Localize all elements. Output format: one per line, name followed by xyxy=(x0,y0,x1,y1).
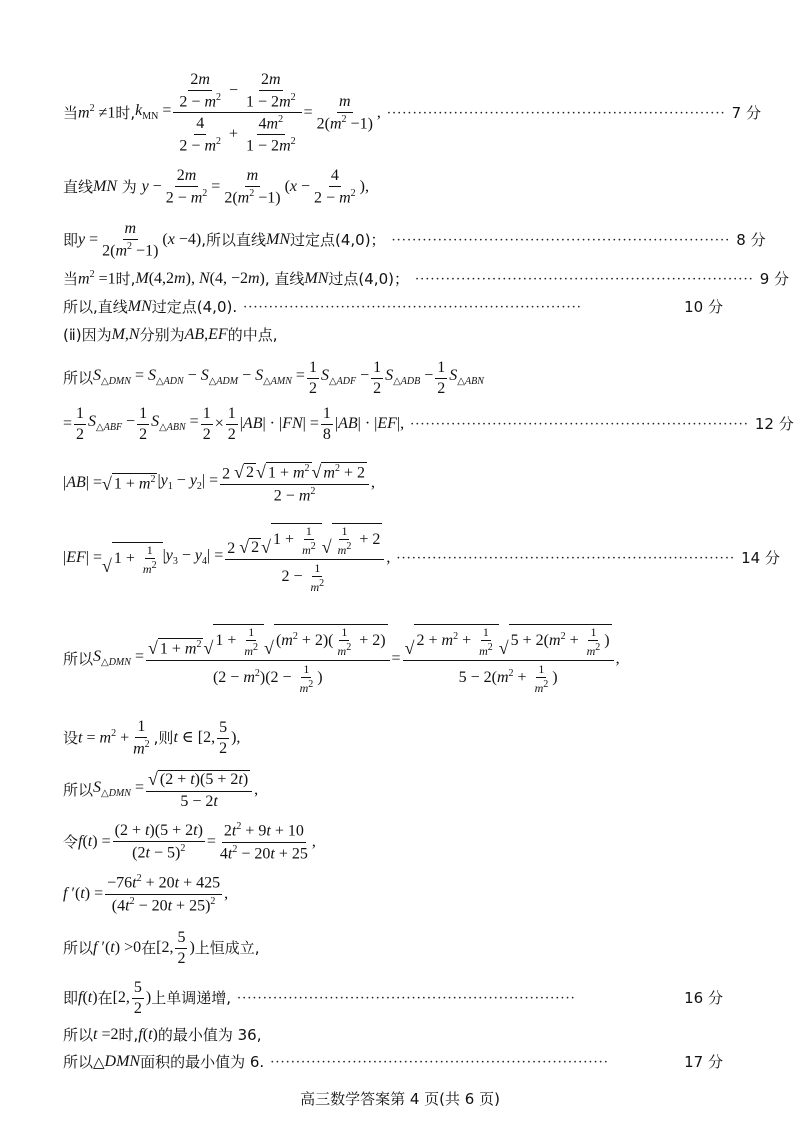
text: 时, xyxy=(118,1025,139,1044)
score-points: 10 分 xyxy=(684,297,723,316)
line-fixed-point: 即 y = $\frac{m}{2(m^2 -1)}$ (x −4) ,所以直线 MN 过定点(4,0)； ·································································· 8 分 xyxy=(63,219,766,260)
line-part-ii: (ⅱ)因为 M,N 分别为 AB,EF 的中点, xyxy=(63,325,278,344)
score-points: 16 分 xyxy=(684,988,723,1007)
text: 直线 xyxy=(63,177,94,196)
text: 即 xyxy=(63,230,79,249)
line-conclusion-fixed-point: 所以,直线 MN 过定点(4,0). ·································································· 10 分 xyxy=(63,297,723,316)
text: 令 xyxy=(63,832,79,851)
text: ,则 xyxy=(153,728,174,747)
text: 在 xyxy=(97,988,113,1007)
dot-leader: ·································································· xyxy=(237,990,576,1006)
line-area-decomp: 所以 $S_{\triangle DMN} = S_{\triangle ADN} - S_{\triangle ADM} - S_{\triangle AMN}$ = $\frac{1}{2}$ $S_{\triangle ADF}$ − $\frac{1}{2}$ $S_{\triangle ADB}$ − $\frac{1}{2}$ $S_{\triangle ABN}$ xyxy=(63,358,484,397)
text: 分别为 xyxy=(139,325,185,344)
line-ef-length: |EF| = √ 1 + $\frac{1}{m^2}$ $|y_3 - y_4|$ = 2 √ 2 √ 1 + $\frac{1}{m^2}$ √ $\frac{1}{m^2}$ + 2 2 − $\frac{1}{m^2}$ , ·································································· 14 分 xyxy=(63,524,780,594)
text: ,所以直线 xyxy=(201,230,266,249)
dot-leader: ·································································· xyxy=(396,550,736,566)
text: 所以 xyxy=(63,368,94,387)
text: 所以△ xyxy=(63,1052,105,1071)
line-area-formula: 所以 $S_{\triangle DMN}$ = √ $1 + m^2$ √ 1 + $\frac{1}{m^2}$ √ $(m^2 + 2)$( $\frac{1}{m^2}$ + 2) $(2 - m^2)(2$ − $\frac{1}{m^2}$ ) = √ $2 + m^2$ + $\frac{1}{m^2}$ √ $5 + 2(m^2$ + $\frac{1}{m^2}$ ) $5 - 2(m^2$ + $\frac{1}{m^2}$ ) , xyxy=(63,625,620,695)
line-mn-equation: 直线 MN 为 y − $\frac{2m}{2 - m^2}$ = $\frac{m}{2(m^2 -1)}$ (x − $\frac{4}{2 - m^2}$ ), xyxy=(63,166,369,207)
dot-leader: ·································································· xyxy=(270,1054,609,1070)
line-kmn: 当 $m^2 \ne 1$ 时, $k_{MN}$ = $\frac{2m}{2 - m^2}$ − $\frac{2m}{1 - 2m^2}$ $\frac{4}{2 - m^2}$ + $\frac{4m^2}{1 - 2m^2}$ = $\frac{m}{2(m^2 -1)}$ , ·································································· 7 分 xyxy=(63,70,761,155)
fraction: $\frac{2m}{2 - m^2}$ − $\frac{2m}{1 - 2m^2}$ $\frac{4}{2 - m^2}$ + $\frac{4m^2}{1 - 2m^2}$ xyxy=(173,72,301,155)
line-derivative-positive: 所以 f ′(t) >0 在 [2, $\frac{5}{2}$ ) 上恒成立, xyxy=(63,928,260,967)
score-points: 17 分 xyxy=(684,1052,723,1071)
text: 时, xyxy=(115,103,136,122)
text: 上恒成立, xyxy=(194,938,260,957)
text: 所以 xyxy=(63,938,94,957)
text: 当 xyxy=(63,269,79,288)
text: (ⅱ)因为 xyxy=(63,325,112,344)
score-points: 8 分 xyxy=(736,230,766,249)
line-substitution: 设 $t = m^2$ + $\frac{1}{m^2}$ ,则 t ∈ [2, $\frac{5}{2}$ ), xyxy=(63,717,241,758)
score-points: 14 分 xyxy=(741,548,780,567)
text: 所以,直线 xyxy=(63,297,128,316)
text: 即 xyxy=(63,988,79,1007)
text: 过定点(4,0). xyxy=(151,297,238,316)
line-ab-length: |AB| = √ $1 + m^2$ $|y_1 - y_2|$ = 2 √ 2 √ $1 + m^2$ √ $m^2 + 2$ $2 - m^2$ , xyxy=(63,462,376,505)
text: 所以 xyxy=(63,649,94,668)
dot-leader: ·································································· xyxy=(410,416,749,432)
dot-leader: ·································································· xyxy=(391,232,731,248)
text: 在 xyxy=(141,938,157,957)
page-footer: 高三数学答案第 4 页(共 6 页) xyxy=(300,1090,500,1108)
text: 的中点, xyxy=(227,325,278,344)
line-monotonic: 即 f(t) 在 [2, $\frac{5}{2}$ ) 上单调递增, ·································································· 16 分 xyxy=(63,978,723,1017)
text: 过定点(4,0)； xyxy=(289,230,386,249)
text: 的最小值为 36, xyxy=(157,1025,262,1044)
text: 时, xyxy=(115,269,136,288)
line-function-def: 令 f(t) = $\frac{(2 + t)(5 + 2t)}{(2t - 5)^2}$ = $\frac{2t^2 + 9t + 10}{4t^2 - 20t + 25}$ , xyxy=(63,821,316,862)
dot-leader: ·································································· xyxy=(414,271,754,287)
text: 所以 xyxy=(63,1025,94,1044)
dot-leader: ·································································· xyxy=(243,299,582,315)
line-derivative: f ′(t) = $\frac{-76t^2 + 20t + 425}{(4t^2 - 20t + 25)^2}$ , xyxy=(63,873,229,914)
score-points: 12 分 xyxy=(754,414,794,433)
line-min-value: 所以 t =2 时, f(t) 的最小值为 36, xyxy=(63,1025,262,1044)
line-area-simplify: = $\frac{1}{2}$ $S_{\triangle ABF}$ − $\frac{1}{2}$ $S_{\triangle ABN}$ = $\frac{1}{2}$ × $\frac{1}{2}$ |AB| · |FN| = $\frac{1}{8}$ |AB| · |EF|, ·································································· 12 分 xyxy=(63,404,794,443)
line-final-answer: 所以△ DMN 面积的最小值为 6. ·································································· 17 分 xyxy=(63,1052,723,1071)
score-points: 7 分 xyxy=(731,103,761,122)
text: 过点(4,0)； xyxy=(328,269,409,288)
score-points: 9 分 xyxy=(759,269,790,288)
line-area-in-t: 所以 $S_{\triangle DMN}$ = √ (2 + t)(5 + 2t) 5 − 2t , xyxy=(63,769,259,810)
text: 所以 xyxy=(63,780,94,799)
text: 上单调递增, xyxy=(151,988,232,1007)
line-m2-equals-1: 当 $m^2 =1$ 时, M(4,2m), N(4, −2m) , 直线 MN 过点(4,0)； ·································································· 9 分 xyxy=(63,269,790,288)
dot-leader: ·································································· xyxy=(386,105,726,121)
text: , 直线 xyxy=(264,269,305,288)
text: 设 xyxy=(63,728,79,747)
text: 当 xyxy=(63,103,79,122)
text: 面积的最小值为 6. xyxy=(140,1052,265,1071)
